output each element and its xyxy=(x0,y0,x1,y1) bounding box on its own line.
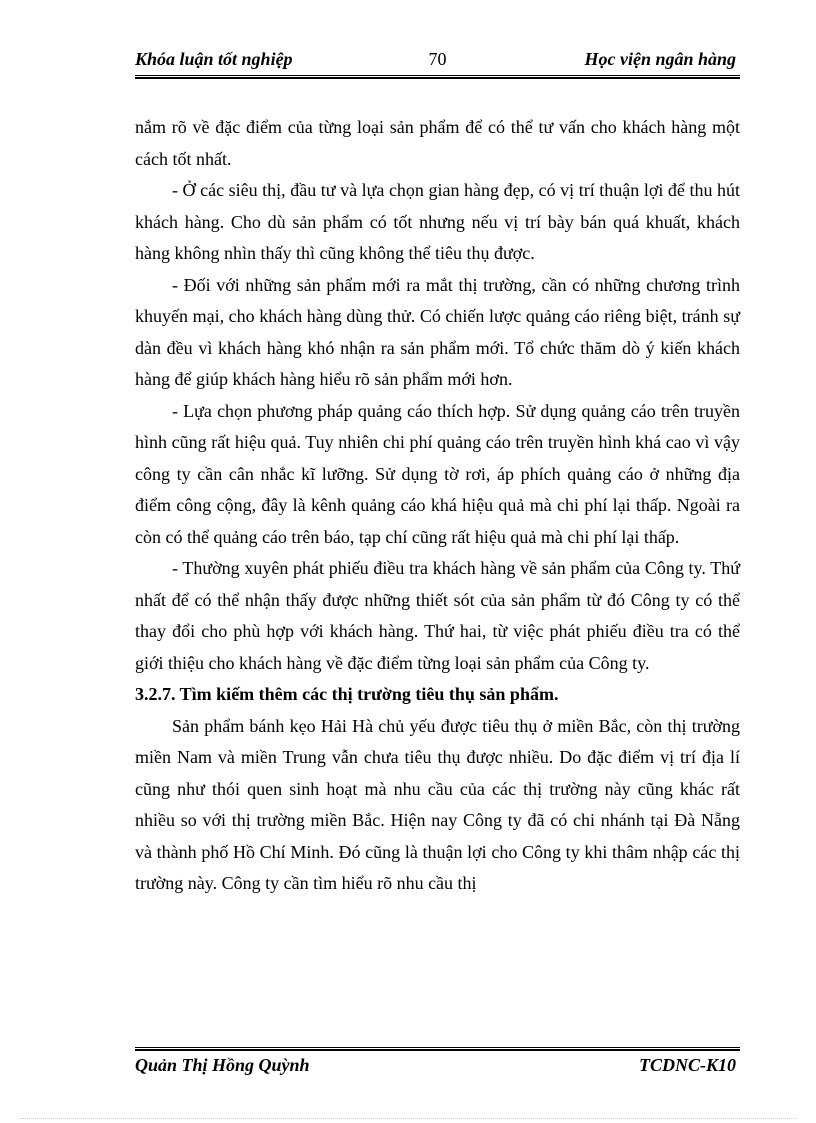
header-divider xyxy=(135,75,740,79)
header-institution-label: Học viện ngân hàng xyxy=(584,49,736,69)
page-number: 70 xyxy=(428,49,447,69)
paragraph-supermarket: - Ở các siêu thị, đầu tư và lựa chọn gian hàng đẹp, có vị trí thuận lợi để thu hút khách hàng. Cho dù sản phẩm có tốt nhưng nếu vị trí bày bán quá khuất, khách hàng không nhìn thấy thì cũng không thể tiêu thụ được. xyxy=(135,180,740,263)
paragraph-new-products: - Đối với những sản phẩm mới ra mắt thị trường, cần có những chương trình khuyến mại, cho khách hàng dùng thử. Có chiến lược quảng cáo riêng biệt, tránh sự dàn đều vì khách hàng khó nhận ra sản phẩm mới. Tổ chức thăm dò ý kiến khách hàng để giúp khách hàng hiểu rõ sản phẩm mới hơn. xyxy=(135,274,740,389)
header-thesis-label: Khóa luận tốt nghiệp xyxy=(135,49,293,69)
section-heading: 3.2.7. Tìm kiếm thêm các thị trường tiêu thụ sản phẩm. xyxy=(135,684,559,704)
paragraph-surveys: - Thường xuyên phát phiếu điều tra khách hàng về sản phẩm của Công ty. Thứ nhất để có thể nhận thấy được những thiết sót của sản phẩm từ đó Công ty có thể thay đổi cho phù hợp với khách hàng. Thứ hai, từ việc phát phiếu điều tra có thể giới thiệu cho khách hàng về đặc điểm từng loại sản phẩm của Công ty. xyxy=(135,558,740,673)
footer-author: Quản Thị Hồng Quỳnh xyxy=(135,1055,310,1075)
page-header xyxy=(135,47,740,75)
paragraph-continuation: nắm rõ về đặc điểm của từng loại sản phẩm để có thể tư vấn cho khách hàng một cách tốt nhất. xyxy=(135,117,740,169)
footer-divider xyxy=(135,1047,740,1051)
page-bottom-border xyxy=(20,1118,796,1119)
page-footer xyxy=(135,1053,740,1079)
document-body xyxy=(135,112,740,900)
footer-class-code: TCDNC-K10 xyxy=(638,1055,736,1075)
paragraph-new-markets: Sản phẩm bánh kẹo Hải Hà chủ yếu được tiêu thụ ở miền Bắc, còn thị trường miền Nam và miền Trung vẫn chưa tiêu thụ được nhiều. Do đặc điểm vị trí địa lí cũng như thói quen sinh hoạt mà nhu cầu của các thị trường này cũng khác rất nhiều so với thị trường miền Bắc. Hiện nay Công ty đã có chi nhánh tại Đà Nẵng và thành phố Hồ Chí Minh. Đó cũng là thuận lợi cho Công ty khi thâm nhập các thị trường này. Công ty cần tìm hiểu rõ nhu cầu thị xyxy=(135,715,740,893)
paragraph-advertising: - Lựa chọn phương pháp quảng cáo thích hợp. Sử dụng quảng cáo trên truyền hình cũng rất hiệu quả. Tuy nhiên chi phí quảng cáo trên truyền hình khá cao vì vậy công ty cần cân nhắc kĩ lưỡng. Sử dụng tờ rơi, áp phích quảng cáo ở những địa điểm công cộng, đây là kênh quảng cáo khá hiệu quả mà chi phí lại thấp. Ngoài ra còn có thể quảng cáo trên báo, tạp chí cũng rất hiệu quả mà chi phí lại thấp. xyxy=(135,400,740,547)
